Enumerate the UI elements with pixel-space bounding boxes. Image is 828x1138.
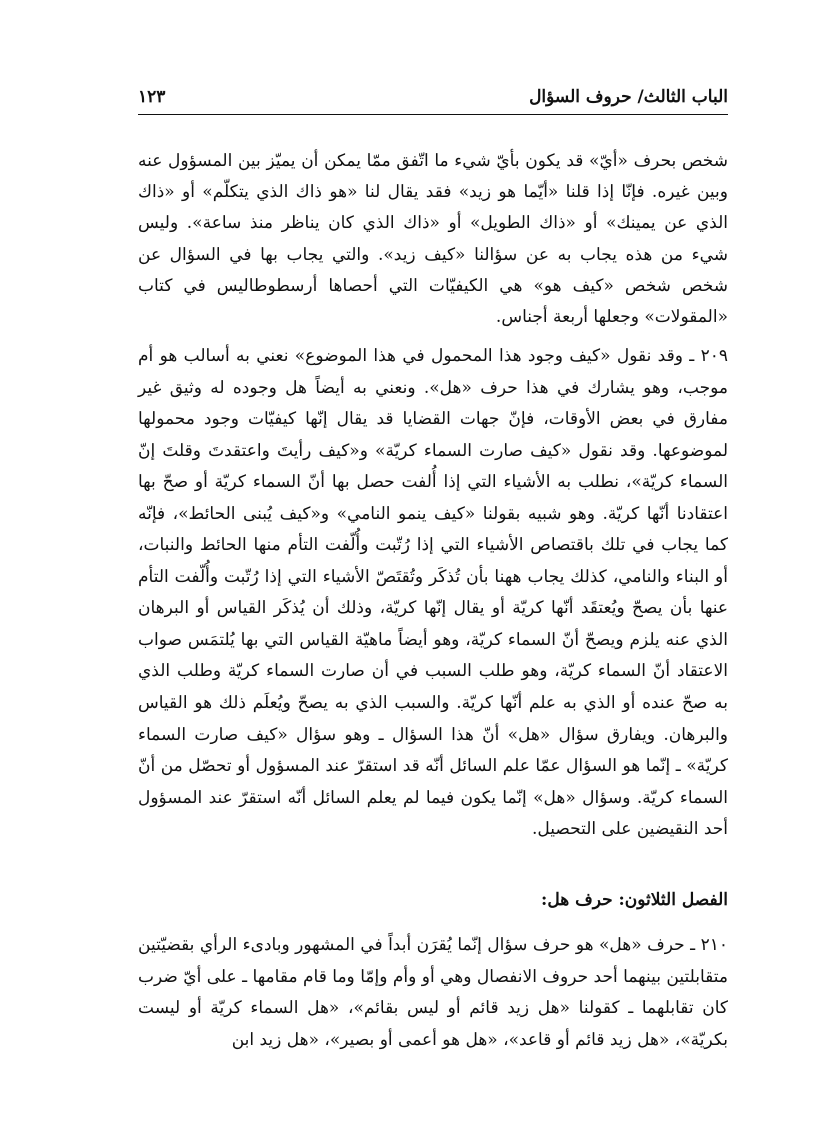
running-header [138, 84, 728, 112]
chapter-title: الباب الثالث/ حروف السؤال [529, 87, 728, 107]
section-heading: الفصل الثلاثون: حرف هل: [541, 890, 728, 910]
paragraph-text: شخص بحرف «أيّ» قد يكون بأيّ شيء ما اتّفق ممّا يمكن أن يميّز بين المسؤول عنه وبين غيره. فإنّا إذا قلنا «أيّما هو زيد» فقد يقال لنا «هو ذاك الذي يتكلّم» أو «ذاك الذي عن يمينك» أو «ذاك الطويل» أو «ذاك الذي كان يناظر منذ ساعة». وليس شيء من هذه يجاب به عن سؤالنا «كيف زيد». والتي يجاب بها في السؤال عن شخص شخص «كيف هو» هي الكيفيّات التي أحصاها أرسطوطاليس في كتاب «المقولات» وجعلها أربعة أجناس. [138, 151, 728, 328]
paragraph-text: ٢١٠ ـ حرف «هل» هو حرف سؤال إنّما يُقرَن أبداً في المشهور وبادىء الرأي بقضيّتين متقابلتين بينهما أحد حروف الانفصال وهي أو وأم وإمّا وما قام مقامها ـ على أيّ ضرب كان تقابلهما ـ كقولنا «هل زيد قائم أو ليس بقائم»، «هل السماء كريّة أو ليست بكريّة»، «هل زيد قائم أو قاعد»، «هل هو أعمى أو بصير»، «هل زيد ابن [138, 935, 728, 1050]
paragraph-210 [138, 930, 728, 1056]
page-number: ١٢٣ [138, 87, 166, 107]
paragraph-209 [138, 341, 728, 846]
paragraph-text: ٢٠٩ ـ وقد نقول «كيف وجود هذا المحمول في هذا الموضوع» نعني به أسالب هو أم موجب، وهو يشارك في هذا حرف «هل». ونعني به أيضاً هل وجوده له وثيق غير مفارق في بعض الأوقات، فإنّ جهات القضايا قد يقال إنّها كيفيّات وجود محمولها لموضوعها. وقد نقول «كيف صارت السماء كريّة» و«كيف رأيتَ واعتقدتَ وقلتَ إنّ السماء كريّة»، نطلب به الأشياء التي إذا أُلفت حصل بها أنّ السماء كريّة أو صحّ بها اعتقادنا أنّها كريّة. وهو شبيه بقولنا «كيف ينمو النامي» و«كيف يُبنى الحائط»، فإنّه كما يجاب في تلك باقتصاص الأشياء التي إذا رُتّبت وأُلّفت التأم منها الحائط والنبات، أو البناء والنامي، كذلك يجاب ههنا بأن تُذكَر وتُقتَصّ الأشياء التي إذا رُتّبت وأُلّفت التأم عنها بأن يصحّ ويُعتقَد أنّها كريّة أو يقال إنّها كريّة، وذلك أن يُذكَر القياس أو البرهان الذي عنه يلزم ويصحّ أنّ السماء كريّة، وهو أيضاً ماهيّة القياس التي بها يُلتمَس صواب الاعتقاد أنّ السماء كريّة، وهو طلب السبب في أن صارت السماء كريّة وطلب الذي به صحّ عنده أو الذي به علم أنّها كريّة. والسبب الذي به يصحّ ويُعلَم ذلك هو القياس والبرهان. ويفارق سؤال «هل» أنّ هذا السؤال ـ وهو سؤال «كيف صارت السماء كريّة» ـ إنّما هو السؤال عمّا علم السائل أنّه قد استقرّ عند المسؤول أو تحصّل من أنّ السماء كريّة. وسؤال «هل» إنّما يكون فيما لم يعلم السائل أنّه استقرّ عند المسؤول أحد النقيضين على التحصيل. [138, 346, 728, 840]
paragraph-1 [138, 146, 728, 333]
header-rule [138, 114, 728, 115]
